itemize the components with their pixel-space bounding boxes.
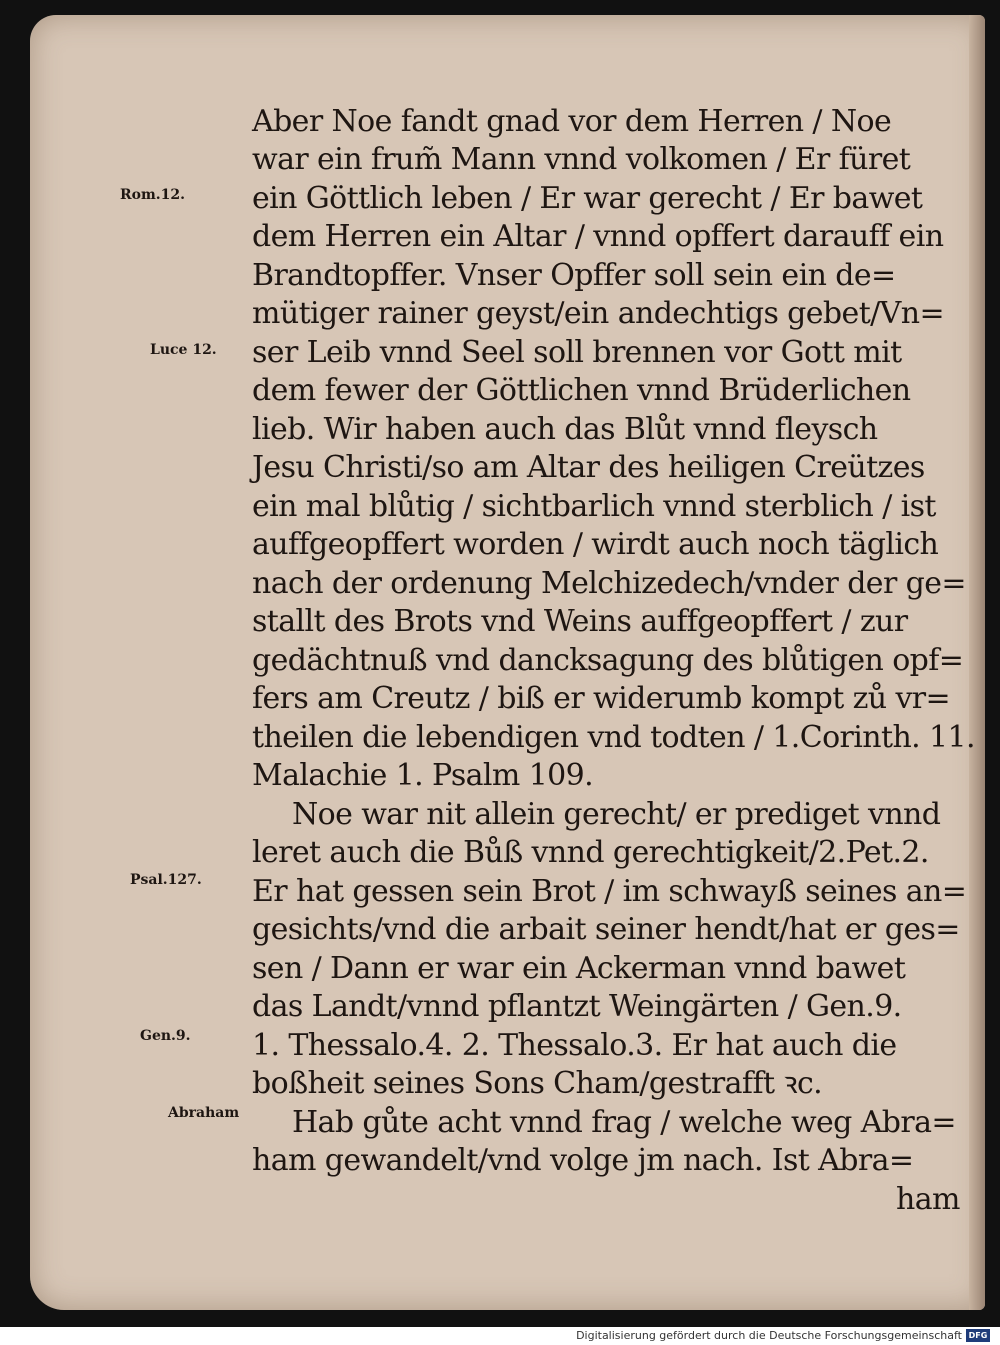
footer-credit: Digitalisierung gefördert durch die Deutsche Forschungsgemeinschaft bbox=[576, 1329, 962, 1342]
margin-note-rom: Rom.12. bbox=[120, 187, 186, 203]
book-page bbox=[30, 15, 985, 1310]
text-line: Jesu Christi/so am Altar des heiligen Creützes bbox=[252, 450, 925, 485]
text-line: war ein frum̃ Mann vnnd volkomen / Er füret bbox=[252, 142, 911, 177]
margin-note-luce: Luce 12. bbox=[150, 342, 217, 358]
text-line: stallt des Brots vnd Weins auffgeopffert / zur bbox=[252, 604, 908, 639]
text-line: theilen die lebendigen vnd todten / 1.Corinth. 11. bbox=[252, 720, 975, 755]
text-line: ham gewandelt/vnd volge jm nach. Ist Abra= bbox=[252, 1143, 914, 1178]
text-line: lieb. Wir haben auch das Blůt vnnd fleysch bbox=[252, 412, 878, 447]
margin-note-abraham: Abraham bbox=[168, 1105, 240, 1121]
text-line: dem Herren ein Altar / vnnd opffert darauff ein bbox=[252, 219, 944, 254]
text-line: Noe war nit allein gerecht/ er prediget vnnd bbox=[292, 797, 941, 832]
text-line: sen / Dann er war ein Ackerman vnnd bawet bbox=[252, 951, 906, 986]
text-line: dem fewer der Göttlichen vnnd Brüderlichen bbox=[252, 373, 911, 408]
text-line: Malachie 1. Psalm 109. bbox=[252, 758, 594, 793]
text-line: Er hat gessen sein Brot / im schwayß seines an= bbox=[252, 874, 967, 909]
text-line: gesichts/vnd die arbait seiner hendt/hat er ges= bbox=[252, 912, 960, 947]
text-line: Aber Noe fandt gnad vor dem Herren / Noe bbox=[252, 104, 892, 139]
text-line: Brandtopffer. Vnser Opffer soll sein ein de= bbox=[252, 258, 896, 293]
dfg-logo-icon: DFG bbox=[966, 1329, 990, 1342]
text-line: fers am Creutz / biß er widerumb kompt zů vr= bbox=[252, 681, 951, 716]
text-line: leret auch die Bůß vnnd gerechtigkeit/2.Pet.2. bbox=[252, 835, 929, 870]
text-line: ser Leib vnnd Seel soll brennen vor Gott mit bbox=[252, 335, 902, 370]
text-line: nach der ordenung Melchizedech/vnder der ge= bbox=[252, 566, 966, 601]
text-line: auffgeopffert worden / wirdt auch noch täglich bbox=[252, 527, 939, 562]
text-line: das Landt/vnnd pflantzt Weingärten / Gen.9. bbox=[252, 989, 902, 1024]
catchword: ham bbox=[896, 1182, 960, 1217]
text-line: Hab gůte acht vnnd frag / welche weg Abra= bbox=[292, 1105, 956, 1140]
text-line: boßheit seines Sons Cham/gestrafft ꝛc. bbox=[252, 1066, 823, 1101]
text-line: mütiger rainer geyst/ein andechtigs gebet/Vn= bbox=[252, 296, 944, 331]
margin-note-psal: Psal.127. bbox=[130, 872, 202, 888]
margin-note-gen: Gen.9. bbox=[140, 1028, 191, 1044]
text-line: ein mal blůtig / sichtbarlich vnnd sterblich / ist bbox=[252, 489, 936, 524]
text-line: gedächtnuß vnd dancksagung des blůtigen opf= bbox=[252, 643, 964, 678]
page-gutter bbox=[969, 15, 985, 1310]
text-line: ein Göttlich leben / Er war gerecht / Er bawet bbox=[252, 181, 923, 216]
text-line: 1. Thessalo.4. 2. Thessalo.3. Er hat auch die bbox=[252, 1028, 897, 1063]
